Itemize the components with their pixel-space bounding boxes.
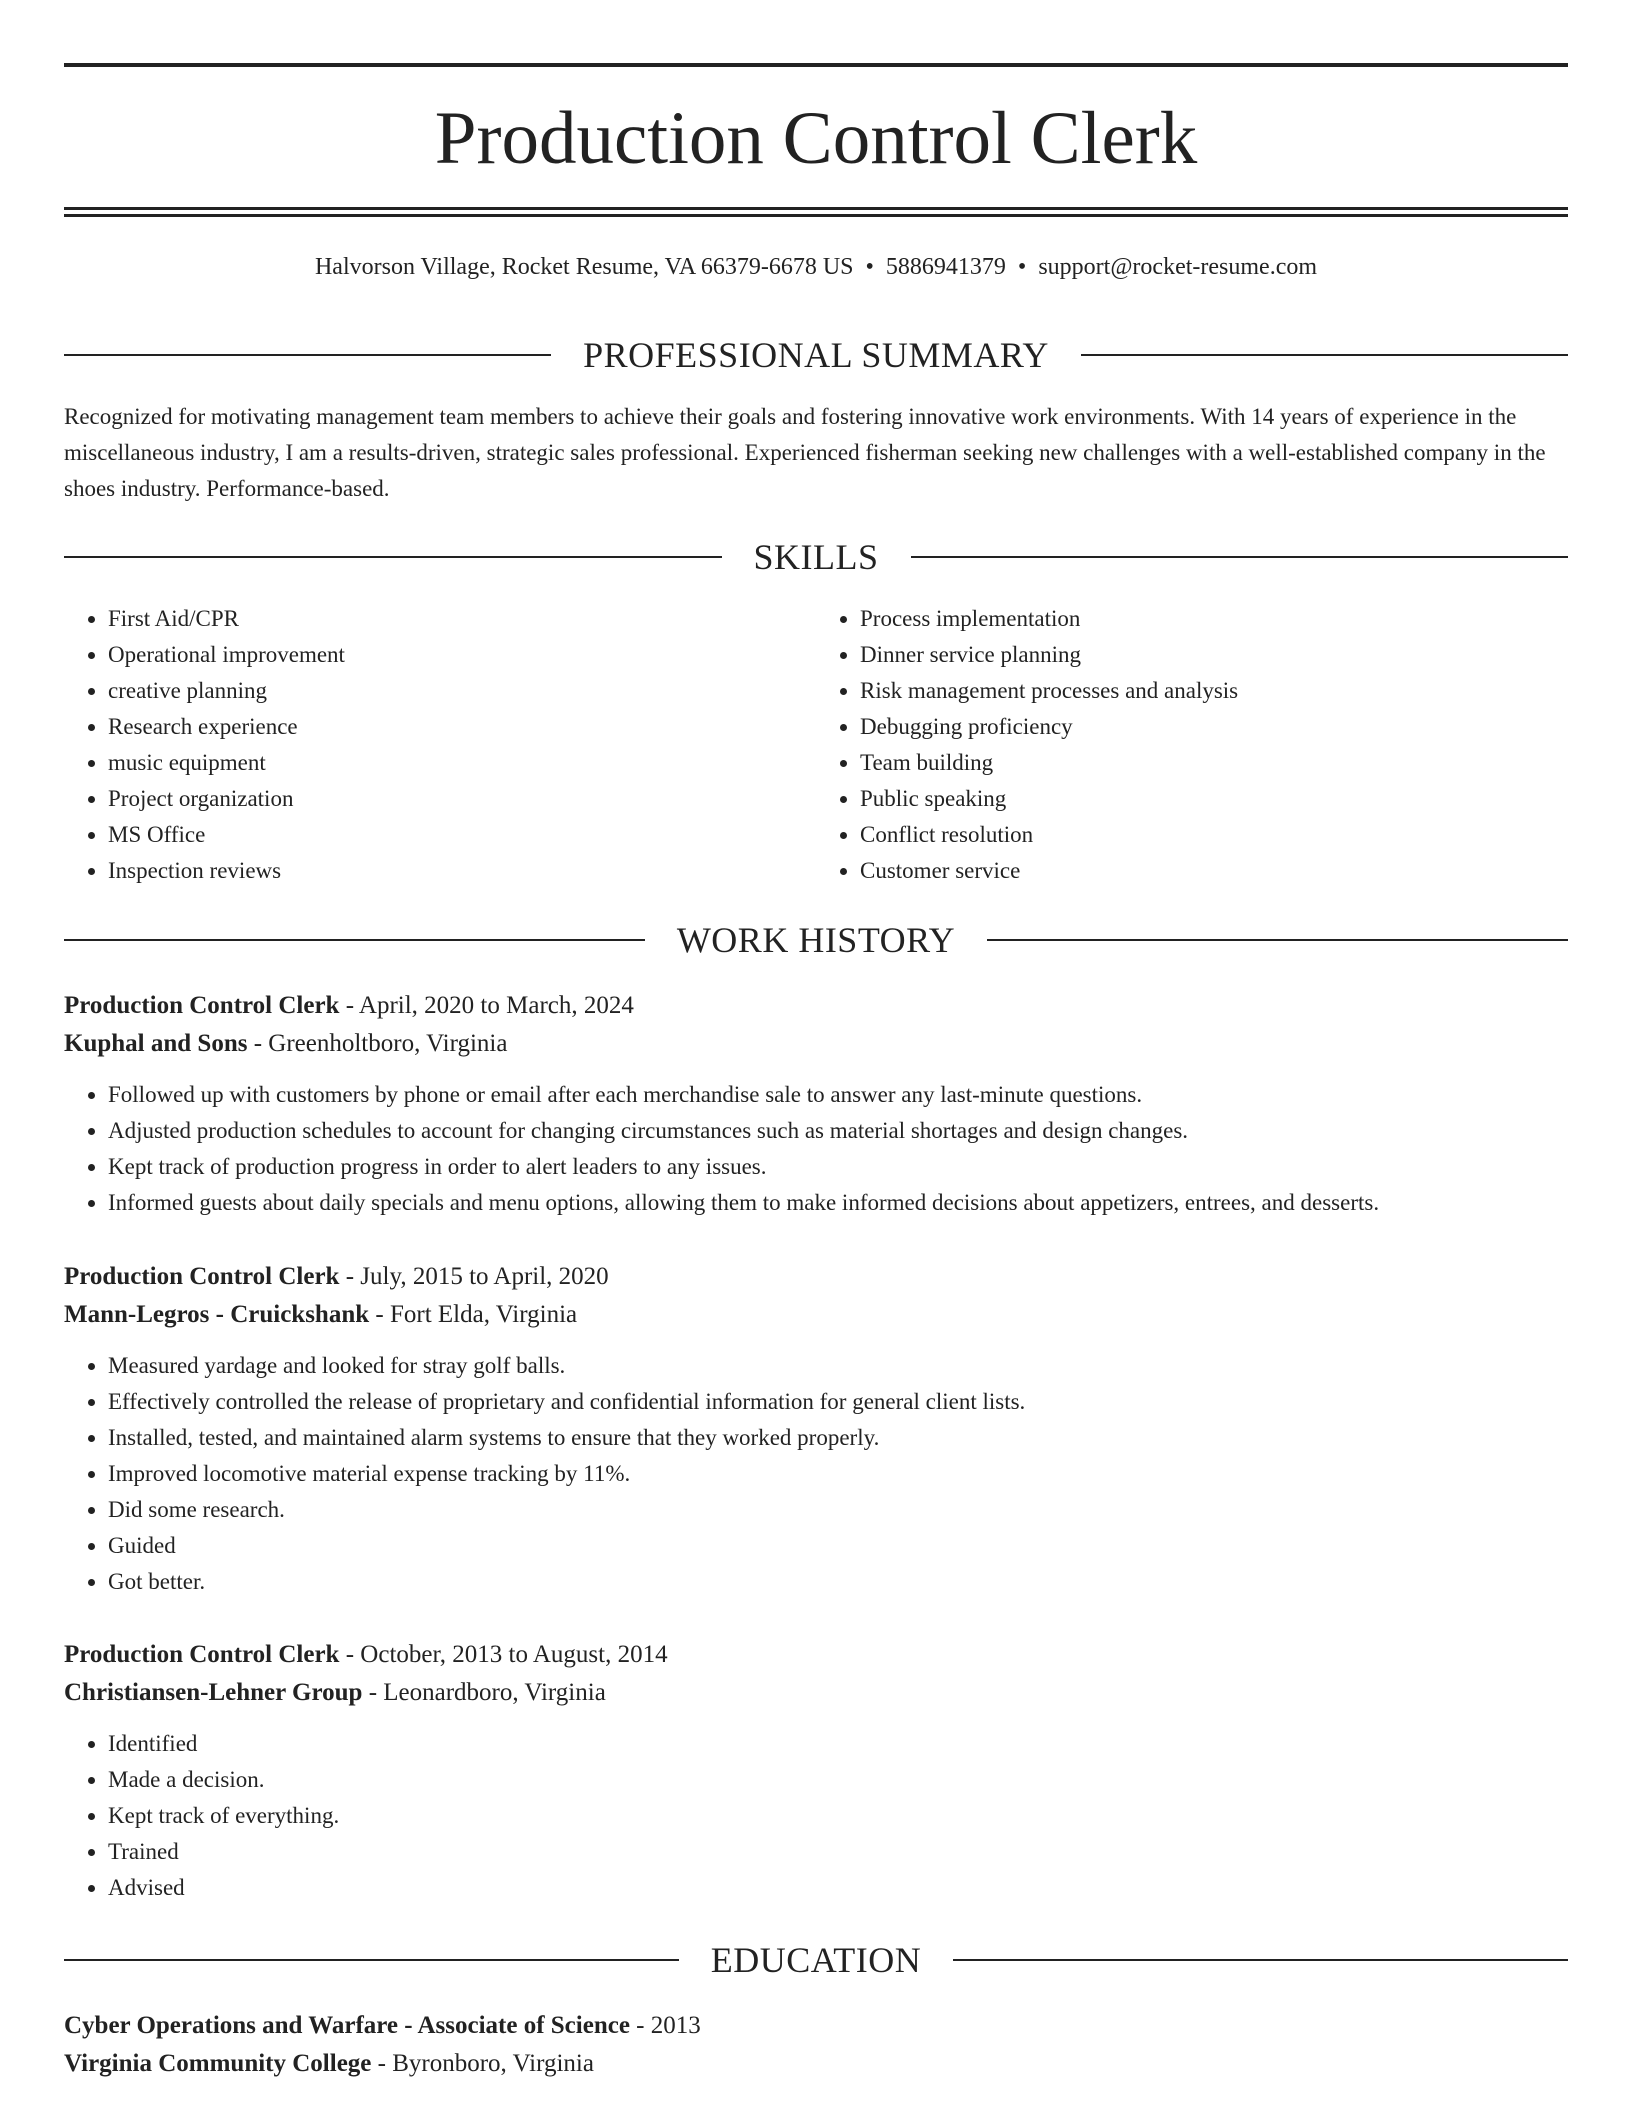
section-rule bbox=[1081, 354, 1568, 356]
skills-column-left bbox=[64, 601, 816, 889]
contact-email: support@rocket-resume.com bbox=[1038, 254, 1318, 280]
job-title-line bbox=[64, 987, 1568, 1025]
job-bullet: • Kept track of everything. bbox=[108, 1798, 1568, 1834]
job-entry bbox=[64, 1258, 1568, 1600]
job-bullet: • Did some research. bbox=[108, 1492, 1568, 1528]
job-company-line bbox=[64, 1025, 1568, 1063]
job-dates: - July, 2015 to April, 2020 bbox=[339, 1263, 609, 1290]
job-bullet: • Made a decision. bbox=[108, 1762, 1568, 1798]
skills-grid bbox=[64, 601, 1568, 889]
section-rule bbox=[987, 939, 1568, 941]
job-company: Christiansen-Lehner Group bbox=[64, 1679, 363, 1706]
education-school-line bbox=[64, 2045, 1568, 2083]
skills-column-right bbox=[816, 601, 1568, 889]
section-rule bbox=[64, 939, 645, 941]
skill-item: • Inspection reviews bbox=[108, 853, 816, 889]
job-bullet: • Followed up with customers by phone or email after each merchandise sale to answer any last-minute questions. bbox=[108, 1077, 1568, 1113]
section-header-education bbox=[64, 1940, 1568, 1980]
job-dates: - October, 2013 to August, 2014 bbox=[339, 1641, 668, 1668]
contact-address: Halvorson Village, Rocket Resume, VA 66379-6678 US bbox=[314, 254, 854, 280]
job-title: Production Control Clerk bbox=[64, 992, 340, 1019]
job-location: - Leonardboro, Virginia bbox=[362, 1679, 606, 1706]
job-bullet: • Measured yardage and looked for stray golf balls. bbox=[108, 1348, 1568, 1384]
job-bullet: • Effectively controlled the release of proprietary and confidential information for general client lists. bbox=[108, 1384, 1568, 1420]
skill-item: • Research experience bbox=[108, 709, 816, 745]
job-location: - Greenholtboro, Virginia bbox=[247, 1030, 508, 1057]
section-title: SKILLS bbox=[753, 537, 879, 577]
skill-item: • Dinner service planning bbox=[860, 637, 1568, 673]
education-entry bbox=[64, 2007, 1568, 2083]
skill-item: • Risk management processes and analysis bbox=[860, 673, 1568, 709]
section-title: PROFESSIONAL SUMMARY bbox=[583, 335, 1049, 375]
skill-item: • Project organization bbox=[108, 781, 816, 817]
job-bullet: • Installed, tested, and maintained alarm systems to ensure that they worked properly. bbox=[108, 1420, 1568, 1456]
contact-phone: 5886941379 bbox=[885, 254, 1006, 280]
education-school: Virginia Community College bbox=[64, 2050, 372, 2077]
job-entry bbox=[64, 1636, 1568, 1906]
job-location: - Fort Elda, Virginia bbox=[369, 1301, 578, 1328]
job-company-line bbox=[64, 1674, 1568, 1712]
contact-separator: • bbox=[865, 254, 874, 280]
job-title-line bbox=[64, 1636, 1568, 1674]
summary-text: Recognized for motivating management team members to achieve their goals and fostering innovative work environments. With 14 years of experience in the miscellaneous industry, I am a results-driven, strategic sales professional. Experienced fisherman seeking new challenges with a well-established company in the shoes industry. Performance-based. bbox=[64, 404, 1546, 501]
job-dates: - April, 2020 to March, 2024 bbox=[339, 992, 634, 1019]
skill-item: • Public speaking bbox=[860, 781, 1568, 817]
job-title-line bbox=[64, 1258, 1568, 1296]
job-bullets bbox=[64, 1348, 1568, 1600]
skill-item: • Team building bbox=[860, 745, 1568, 781]
skill-item: • creative planning bbox=[108, 673, 816, 709]
skill-item: • First Aid/CPR bbox=[108, 601, 816, 637]
job-entry bbox=[64, 987, 1568, 1221]
job-company: Mann-Legros - Cruickshank bbox=[64, 1301, 370, 1328]
skill-item: • Operational improvement bbox=[108, 637, 816, 673]
job-title: Production Control Clerk bbox=[64, 1263, 340, 1290]
job-title: Production Control Clerk bbox=[64, 1641, 340, 1668]
section-title: EDUCATION bbox=[710, 1940, 922, 1980]
job-bullet: • Improved locomotive material expense tracking by 11%. bbox=[108, 1456, 1568, 1492]
header-double-rule bbox=[64, 207, 1568, 217]
section-rule bbox=[64, 556, 722, 558]
job-bullet: • Kept track of production progress in order to alert leaders to any issues. bbox=[108, 1149, 1568, 1185]
job-bullet: • Guided bbox=[108, 1528, 1568, 1564]
job-bullet: • Adjusted production schedules to account for changing circumstances such as material shortages and design changes. bbox=[108, 1113, 1568, 1149]
skill-item: • Conflict resolution bbox=[860, 817, 1568, 853]
job-bullet: • Trained bbox=[108, 1834, 1568, 1870]
section-header-summary bbox=[64, 335, 1568, 375]
job-bullet: • Advised bbox=[108, 1870, 1568, 1906]
education-year: - 2013 bbox=[629, 2012, 701, 2039]
section-header-work bbox=[64, 920, 1568, 960]
job-bullets bbox=[64, 1726, 1568, 1906]
section-rule bbox=[911, 556, 1569, 558]
skill-item: • music equipment bbox=[108, 745, 816, 781]
skill-item: • Process implementation bbox=[860, 601, 1568, 637]
skill-item: • Customer service bbox=[860, 853, 1568, 889]
skills-list bbox=[64, 601, 816, 889]
section-rule bbox=[953, 1959, 1568, 1961]
section-header-skills bbox=[64, 537, 1568, 577]
header-top-rule bbox=[64, 63, 1568, 67]
contact-line bbox=[64, 254, 1568, 281]
job-bullet: • Identified bbox=[108, 1726, 1568, 1762]
resume-title: Production Control Clerk bbox=[434, 97, 1198, 180]
job-company: Kuphal and Sons bbox=[64, 1030, 248, 1057]
job-bullet: • Informed guests about daily specials and menu options, allowing them to make informed decisions about appetizers, entrees, and desserts. bbox=[108, 1185, 1568, 1221]
skill-item: • MS Office bbox=[108, 817, 816, 853]
skills-list bbox=[816, 601, 1568, 889]
job-company-line bbox=[64, 1296, 1568, 1334]
job-bullet: • Got better. bbox=[108, 1564, 1568, 1600]
contact-separator: • bbox=[1017, 254, 1027, 280]
section-title: WORK HISTORY bbox=[676, 920, 956, 960]
job-bullets bbox=[64, 1077, 1568, 1221]
skill-item: • Debugging proficiency bbox=[860, 709, 1568, 745]
education-location: - Byronboro, Virginia bbox=[371, 2050, 594, 2077]
education-degree: Cyber Operations and Warfare - Associate of Science bbox=[64, 2012, 630, 2039]
section-rule bbox=[64, 354, 551, 356]
education-degree-line bbox=[64, 2007, 1568, 2045]
section-rule bbox=[64, 1959, 679, 1961]
